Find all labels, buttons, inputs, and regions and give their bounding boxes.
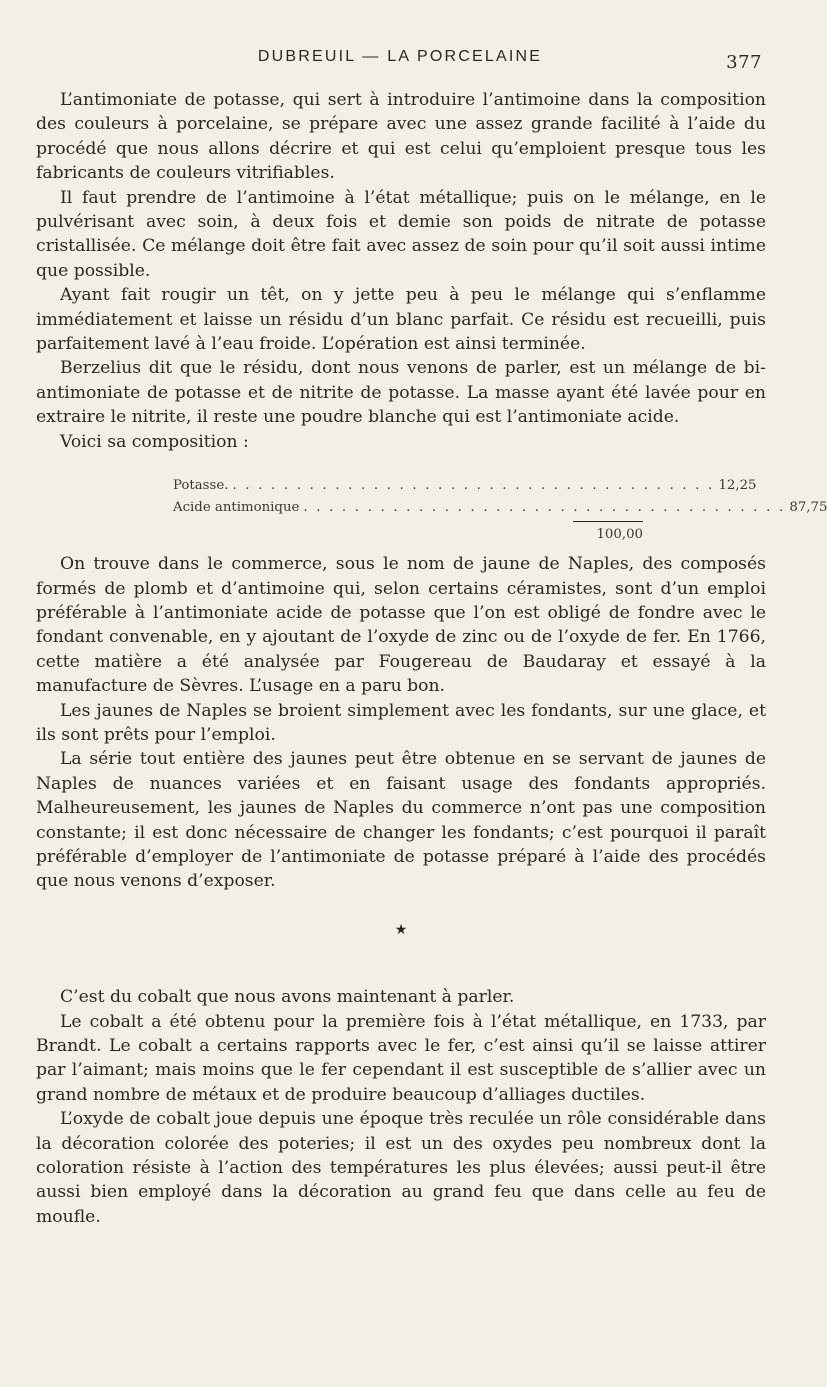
component-label: Acide antimonique (173, 500, 300, 516)
page-number: 377 (726, 52, 762, 73)
paragraph: Il faut prendre de l’antimoine à l’état métallique; puis on le mélange, en le pulvérisant avec soin, à deux fois et demie son poids de nitrate de potasse cristallisée. Ce mélange doit être fait avec assez de soin pour qu’il soit aussi intime que possible. (36, 187, 766, 281)
paragraph: La série tout entière des jaunes peut être obtenue en se servant de jaunes de Naples de nuances variées et en faisant usage des fondants appropriés. Malheureusement, les jaunes de Naples du commerce n’ont pas une composition constante; il est donc nécessaire de changer les fondants; c’est pourquoi il paraît préférable d’employer de l’antimoniate de potasse préparé à l’aide des procédés que nous venons d’exposer. (36, 749, 766, 892)
paragraph: L’antimoniate de potasse, qui sert à introduire l’antimoine dans la composition des couleurs à porcelaine, se prépare avec une assez grande facilité à l’aide du procédé que nous allons décrire et qui est celui qu’emploient presque tous les fabricants de couleurs vitrifiables. (36, 90, 766, 184)
leader-dots: . . . . . . . . . . . . . . . . . . . . . . . . . . . . . . . . . . . . . . (303, 500, 786, 516)
component-label: Potasse. (173, 478, 229, 494)
table-row (173, 497, 827, 519)
paragraph: Berzelius dit que le résidu, dont nous venons de parler, est un mélange de bi-antimoniate de potasse et de nitrite de potasse. La masse ayant été lavée pour en extraire le nitrite, il reste une poudre blanche qui est l’antimoniate acide. (36, 358, 766, 428)
component-value: 12,25 (718, 478, 757, 494)
paragraph: Le cobalt a été obtenu pour la première fois à l’état métallique, en 1733, par Brandt. Le cobalt a certains rapports avec le fer, c’est ainsi qu’il se laisse attirer par l’aimant; mais moins que le fer cependant il est susceptible de s’allier avec un grand nombre de métaux et de produire beaucoup d’alliages ductiles. (36, 1011, 766, 1105)
component-value: 87,75 (789, 500, 827, 516)
paragraph: Ayant fait rougir un têt, on y jette peu à peu le mélange qui s’enflamme immédiatement et laisse un résidu d’un blanc parfait. Ce résidu est recueilli, puis parfaitement lavé à l’eau froide. L’opération est ainsi terminée. (36, 285, 766, 355)
page-body (36, 88, 827, 1229)
paragraph: Voici sa composition : (60, 431, 249, 452)
page-header (0, 46, 800, 76)
paragraph: C’est du cobalt que nous avons maintenant à parler. (60, 987, 515, 1008)
sum-rule (573, 521, 643, 522)
composition-table (173, 475, 827, 546)
paragraph: On trouve dans le commerce, sous le nom de jaune de Naples, des composés formés de plomb et d’antimoine qui, selon certains céramistes, sont d’un emploi préférable à l’antimoniate acide de potasse que l’on est obligé de fondre avec le fondant convenable, en y ajoutant de l’oxyde de zinc ou de l’oxyde de fer. En 1766, cette matière a été analysée par Fougereau de Baudaray et essayé à la manufacture de Sèvres. L’usage en a paru bon. (36, 554, 766, 697)
paragraph: L’oxyde de cobalt joue depuis une époque très reculée un rôle considérable dans la décoration colorée des poteries; il est un des oxydes peu nombreux dont la coloration résiste à l’action des températures les plus élevées; aussi peut-il être aussi bien employé dans la décoration au grand feu que dans celle au feu de moufle. (36, 1109, 766, 1227)
table-row (173, 475, 757, 497)
section-divider-star-icon: ★ (394, 921, 408, 938)
running-title: DUBREUIL — LA PORCELAINE (257, 48, 543, 65)
paragraph: Les jaunes de Naples se broient simplement avec les fondants, sur une glace, et ils sont prêts pour l’emploi. (36, 700, 766, 745)
leader-dots: . . . . . . . . . . . . . . . . . . . . . . . . . . . . . . . . . . . . . . (232, 478, 715, 494)
total-value: 100,00 (596, 527, 643, 543)
